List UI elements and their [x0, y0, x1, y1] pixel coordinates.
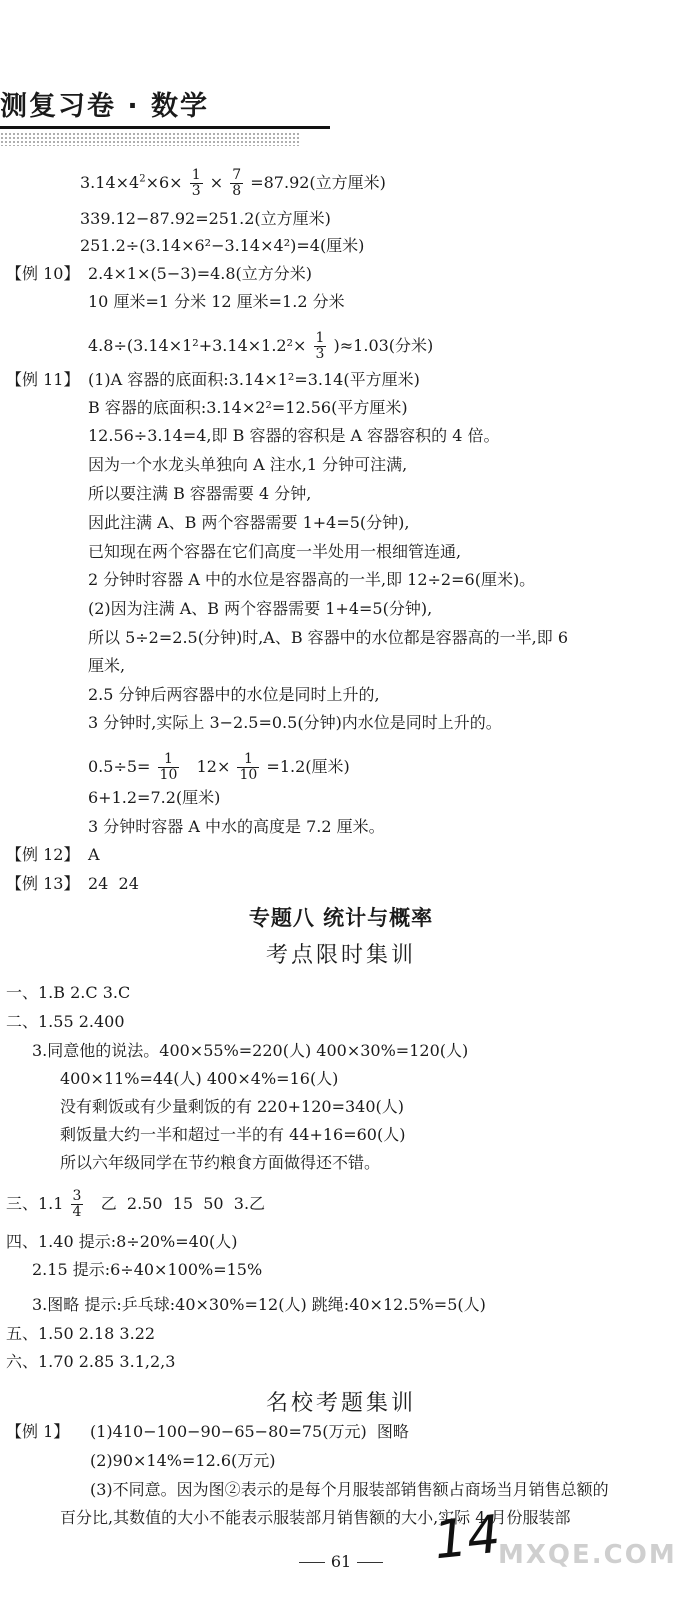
solution-line: 因为一个水龙头单独向 A 注水,1 分钟可注满,	[88, 455, 408, 474]
solution-line: 因此注满 A、B 两个容器需要 1+4=5(分钟),	[88, 513, 410, 532]
example-line: 【例 11】 (1)A 容器的底面积:3.14×1²=3.14(平方厘米)	[6, 370, 420, 389]
solution-line: 2 分钟时容器 A 中的水位是容器高的一半,即 12÷2=6(厘米)。	[88, 570, 536, 589]
page-number-dash-right	[357, 1562, 383, 1563]
page-number: 61	[0, 1552, 682, 1571]
solution-line: (3)不同意。因为图②表示的是每个月服装部销售额占商场当月销售总额的	[90, 1480, 609, 1499]
solution-line: $3.14\times 4^2\times 6\times$ $\frac{1}{3}$ × $\frac{7}{8}$ =87.92(立方厘米)	[80, 167, 386, 199]
solution-line: 厘米,	[88, 656, 126, 675]
solution-line: 3 分钟时,实际上 3−2.5=0.5(分钟)内水位是同时上升的。	[88, 713, 502, 732]
answer-line: 剩饭量大约一半和超过一半的有 44+16=60(人)	[60, 1125, 406, 1144]
answer-line: 六、1.70 2.85 3.1,2,3	[6, 1352, 176, 1371]
example-tag: 【例 1】	[6, 1422, 70, 1441]
fraction: $\frac{1}{10}$	[159, 751, 178, 783]
solution-line: (2)90×14%=12.6(万元)	[90, 1451, 276, 1470]
example-line: 【例 10】 2.4×1×(5−3)=4.8(立方分米)	[6, 264, 313, 283]
example-tag: 【例 11】	[6, 370, 80, 389]
fraction: $\frac{1}{3}$	[191, 167, 201, 199]
solution-line: 3 分钟时容器 A 中水的高度是 7.2 厘米。	[88, 817, 385, 836]
answer-line: 四、1.40 提示:8÷20%=40(人)	[6, 1232, 238, 1251]
handwritten-note: 14	[431, 1504, 504, 1572]
solution-line: 10 厘米=1 分米 12 厘米=1.2 分米	[88, 292, 345, 311]
fraction: $\frac{1}{3}$	[315, 330, 325, 362]
solution-line: (2)因为注满 A、B 两个容器需要 1+4=5(分钟),	[88, 599, 433, 618]
fraction: $\frac{7}{8}$	[232, 167, 242, 199]
solution-line: 12.56÷3.14=4,即 B 容器的容积是 A 容器容积的 4 倍。	[88, 426, 500, 445]
example-tag: 【例 12】	[6, 845, 80, 864]
header-dot-band	[0, 132, 300, 146]
solution-line: 251.2÷(3.14×6²−3.14×4²)=4(厘米)	[80, 236, 365, 255]
answer-line: 400×11%=44(人) 400×4%=16(人)	[60, 1069, 339, 1088]
solution-line: B 容器的底面积:3.14×2²=12.56(平方厘米)	[88, 398, 408, 417]
header-rule	[0, 126, 330, 129]
header-title: 测复习卷 · 数学	[0, 91, 210, 122]
answer-line: 二、1.55 2.400	[6, 1012, 125, 1031]
solution-line: 6+1.2=7.2(厘米)	[88, 788, 221, 807]
answer-line: 2.15 提示:6÷40×100%=15%	[32, 1260, 263, 1279]
solution-line: 所以 5÷2=2.5(分钟)时,A、B 容器中的水位都是容器高的一半,即 6	[88, 628, 569, 647]
example-line: 【例 13】 24 24	[6, 874, 139, 893]
section-title: 专题八 统计与概率	[248, 906, 434, 930]
example-tag: 【例 13】	[6, 874, 80, 893]
solution-line: 百分比,其数值的大小不能表示服装部月销售额的大小,实际 4 月份服装部	[60, 1508, 571, 1527]
section-subtitle: 考点限时集训	[265, 943, 416, 968]
answer-line: 3.同意他的说法。400×55%=220(人) 400×30%=120(人)	[32, 1041, 469, 1060]
solution-line: 0.5÷5= $\frac{1}{10}$ 12× $\frac{1}{10}$ =1.2(厘米)	[88, 751, 350, 783]
answer-line: 3.图略 提示:乒乓球:40×30%=12(人) 跳绳:40×12.5%=5(人)	[32, 1295, 486, 1314]
page-number-dash-left	[299, 1562, 325, 1563]
solution-line: 已知现在两个容器在它们高度一半处用一根细管连通,	[88, 542, 462, 561]
solution-line: 4.8÷(3.14×1²+3.14×1.2²× $\frac{1}{3}$ )≈1.03(分米)	[88, 330, 434, 362]
example-line: 【例 1】 (1)410−100−90−65−80=75(万元) 图略	[6, 1422, 409, 1441]
answer-line: 五、1.50 2.18 3.22	[6, 1324, 156, 1343]
fraction: $\frac{3}{4}$	[72, 1188, 82, 1220]
watermark: MXQE.COM	[498, 1540, 677, 1570]
solution-line: 所以要注满 B 容器需要 4 分钟,	[88, 484, 312, 503]
answer-line: 没有剩饭或有少量剩饭的有 220+120=340(人)	[60, 1097, 405, 1116]
example-line: 【例 12】 A	[6, 845, 100, 864]
solution-line: 339.12−87.92=251.2(立方厘米)	[80, 209, 331, 228]
solution-line: 2.5 分钟后两容器中的水位是同时上升的,	[88, 685, 380, 704]
fraction: $\frac{1}{10}$	[239, 751, 258, 783]
answer-line: 一、1.B 2.C 3.C	[6, 983, 131, 1002]
example-tag: 【例 10】	[6, 264, 80, 283]
section-subtitle: 名校考题集训	[265, 1391, 416, 1416]
answer-line: 所以六年级同学在节约粮食方面做得还不错。	[60, 1153, 381, 1172]
answer-line: 三、1.1 $\frac{3}{4}$ 乙 2.50 15 50 3.乙	[6, 1188, 266, 1220]
